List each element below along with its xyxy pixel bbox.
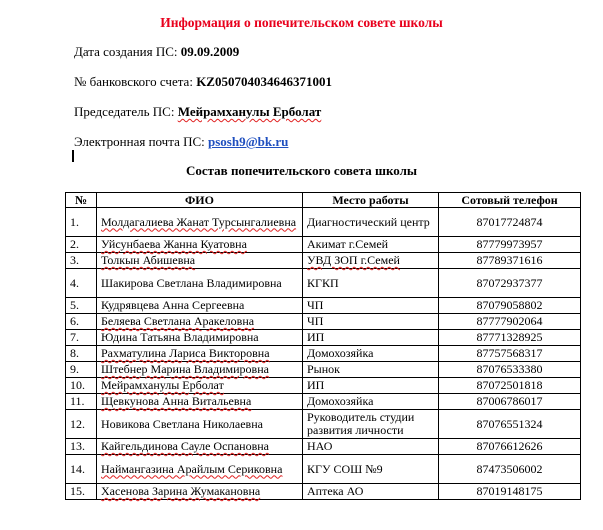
chairman-value: Мейрамханулы Ерболат (177, 104, 322, 119)
row-number (66, 269, 97, 298)
member-name-text: Штебнер Марина Владимировна (101, 362, 269, 376)
member-phone-text: 87017724874 (476, 214, 543, 229)
row-number (66, 346, 97, 362)
member-name (97, 362, 303, 378)
row-number (66, 208, 97, 237)
member-workplace (303, 484, 439, 500)
member-phone-text: 87076612626 (476, 439, 543, 453)
member-name-text: Мейрамханулы Ерболат (101, 378, 224, 392)
member-workplace-text: Руководитель студии развития личности (307, 410, 415, 437)
member-phone (439, 378, 581, 394)
row-number-text: 2. (70, 237, 79, 251)
chairman-label: Председатель ПС: (74, 104, 178, 119)
table-row (66, 237, 581, 253)
table-row (66, 298, 581, 314)
member-name-text: Щевкунова Анна Витальевна (101, 394, 252, 408)
member-name (97, 314, 303, 330)
row-number-text: 4. (70, 275, 79, 290)
table-row (66, 314, 581, 330)
row-number-text: 14. (70, 461, 85, 476)
member-phone-text: 87019148175 (476, 484, 543, 498)
row-number (66, 314, 97, 330)
member-name-text: Кайгельдинова Сауле Оспановна (101, 439, 270, 453)
member-workplace-text: ИП (307, 378, 325, 392)
row-number (66, 484, 97, 500)
bank-account-value: KZ050704034646371001 (196, 74, 332, 89)
row-number (66, 362, 97, 378)
bank-account-label: № банковского счета: (74, 74, 197, 89)
table-row (66, 378, 581, 394)
row-number-text: 15. (70, 484, 85, 498)
member-name (97, 208, 303, 237)
member-phone-text: 87789371616 (476, 253, 543, 267)
member-workplace-text: ЧП (307, 298, 324, 312)
member-workplace (303, 378, 439, 394)
member-name-text: Толкын Абишевна (101, 253, 196, 267)
member-phone-text: 87777902064 (476, 314, 543, 328)
table-row (66, 346, 581, 362)
member-name (97, 410, 303, 439)
row-number-text: 11. (70, 394, 85, 408)
member-name-text: Шакирова Светлана Владимировна (101, 275, 282, 290)
member-name (97, 484, 303, 500)
member-workplace (303, 208, 439, 237)
chairman-line (74, 104, 321, 120)
row-number-text: 6. (70, 314, 79, 328)
header-phone: Сотовый телефон (439, 193, 581, 208)
member-name (97, 455, 303, 484)
member-name (97, 378, 303, 394)
row-number (66, 455, 97, 484)
bank-account-line (74, 74, 332, 90)
member-workplace-text: Домохозяйка (307, 346, 374, 360)
member-phone (439, 439, 581, 455)
member-phone (439, 410, 581, 439)
row-number (66, 410, 97, 439)
table-row (66, 455, 581, 484)
member-name (97, 330, 303, 346)
member-workplace-text: ИП (307, 330, 325, 344)
page-title: Информация о попечительском совете школы (160, 15, 443, 30)
row-number (66, 298, 97, 314)
table-row (66, 269, 581, 298)
member-phone (439, 394, 581, 410)
member-phone (439, 362, 581, 378)
header-number: № (66, 193, 97, 208)
member-name-text: Рахматулина Лариса Викторовна (101, 346, 270, 360)
member-name (97, 394, 303, 410)
header-name: ФИО (97, 193, 303, 208)
member-name (97, 298, 303, 314)
row-number-text: 5. (70, 298, 79, 312)
member-workplace-text: Диагностический центр (307, 214, 430, 229)
row-number-text: 9. (70, 362, 79, 376)
table-row (66, 362, 581, 378)
row-number-text: 7. (70, 330, 79, 344)
member-name-text: Наймангазина Арайлым Сериковна (101, 461, 283, 476)
member-name (97, 253, 303, 269)
council-table (65, 192, 581, 500)
row-number-text: 1. (70, 214, 79, 229)
member-phone (439, 346, 581, 362)
row-number (66, 394, 97, 410)
row-number (66, 237, 97, 253)
member-workplace-text: УВД ЗОП г.Семей (307, 253, 400, 267)
table-row (66, 439, 581, 455)
member-phone (439, 298, 581, 314)
member-phone-text: 87757568317 (476, 346, 543, 360)
member-workplace (303, 439, 439, 455)
member-phone (439, 455, 581, 484)
member-phone (439, 253, 581, 269)
member-name-text: Хасенова Зарина Жумакановна (101, 484, 261, 498)
row-number-text: 3. (70, 253, 79, 267)
table-row (66, 484, 581, 500)
text-cursor (72, 150, 74, 162)
member-phone (439, 208, 581, 237)
member-workplace (303, 237, 439, 253)
member-workplace (303, 346, 439, 362)
member-phone-text: 87076533380 (476, 362, 543, 376)
member-name (97, 439, 303, 455)
member-phone-text: 87473506002 (476, 461, 543, 476)
member-workplace (303, 269, 439, 298)
member-workplace (303, 455, 439, 484)
member-phone (439, 237, 581, 253)
member-workplace (303, 298, 439, 314)
member-workplace-text: Домохозяйка (307, 394, 374, 408)
member-workplace-text: КГКП (307, 275, 339, 290)
row-number-text: 12. (70, 416, 85, 431)
member-name-text: Беляева Светлана Аракеловна (101, 314, 255, 328)
member-phone (439, 269, 581, 298)
member-name-text: Юдина Татьяна Владимировна (101, 330, 259, 344)
member-phone-text: 87076551324 (476, 416, 543, 431)
row-number (66, 378, 97, 394)
row-number-text: 10. (70, 378, 85, 392)
member-phone-text: 87079058802 (476, 298, 543, 312)
member-name (97, 346, 303, 362)
table-row (66, 394, 581, 410)
member-workplace (303, 394, 439, 410)
table-row (66, 253, 581, 269)
member-workplace-text: КГУ СОШ №9 (307, 461, 383, 476)
member-phone (439, 314, 581, 330)
table-row (66, 208, 581, 237)
email-label: Электронная почта ПС: (74, 134, 209, 149)
table-header-row (66, 193, 581, 208)
creation-date-value: 09.09.2009 (180, 44, 240, 59)
row-number-text: 8. (70, 346, 79, 360)
member-workplace (303, 330, 439, 346)
table-row (66, 410, 581, 439)
member-phone (439, 484, 581, 500)
member-phone-text: 87771328925 (476, 330, 543, 344)
member-name (97, 269, 303, 298)
row-number (66, 330, 97, 346)
member-phone (439, 330, 581, 346)
email-link[interactable]: psosh9@bk.ru (208, 134, 289, 149)
member-phone-text: 87779973957 (476, 237, 543, 251)
member-name-text: Кудрявцева Анна Сергеевна (101, 298, 245, 312)
member-workplace-text: ЧП (307, 314, 324, 328)
row-number (66, 439, 97, 455)
member-workplace-text: НАО (307, 439, 333, 453)
header-workplace: Место работы (303, 193, 439, 208)
member-name-text: Молдагалиева Жанат Турсынгалиевна (101, 214, 297, 229)
member-workplace (303, 314, 439, 330)
member-name-text: Новикова Светлана Николаевна (101, 416, 263, 431)
member-name (97, 237, 303, 253)
email-line (74, 134, 288, 150)
member-workplace-text: Акимат г.Семей (307, 237, 389, 251)
creation-date-label: Дата создания ПС: (74, 44, 181, 59)
member-workplace-text: Рынок (307, 362, 340, 376)
member-phone-text: 87072937377 (476, 275, 543, 290)
member-workplace (303, 362, 439, 378)
member-workplace (303, 253, 439, 269)
member-name-text: Уйсунбаева Жанна Куатовна (101, 237, 247, 251)
member-phone-text: 87006786017 (476, 394, 543, 408)
row-number-text: 13. (70, 439, 85, 453)
row-number (66, 253, 97, 269)
table-row (66, 330, 581, 346)
member-phone-text: 87072501818 (476, 378, 543, 392)
member-workplace (303, 410, 439, 439)
member-workplace-text: Аптека АО (307, 484, 364, 498)
creation-date-line (74, 44, 239, 60)
section-title: Состав попечительского совета школы (185, 163, 418, 178)
